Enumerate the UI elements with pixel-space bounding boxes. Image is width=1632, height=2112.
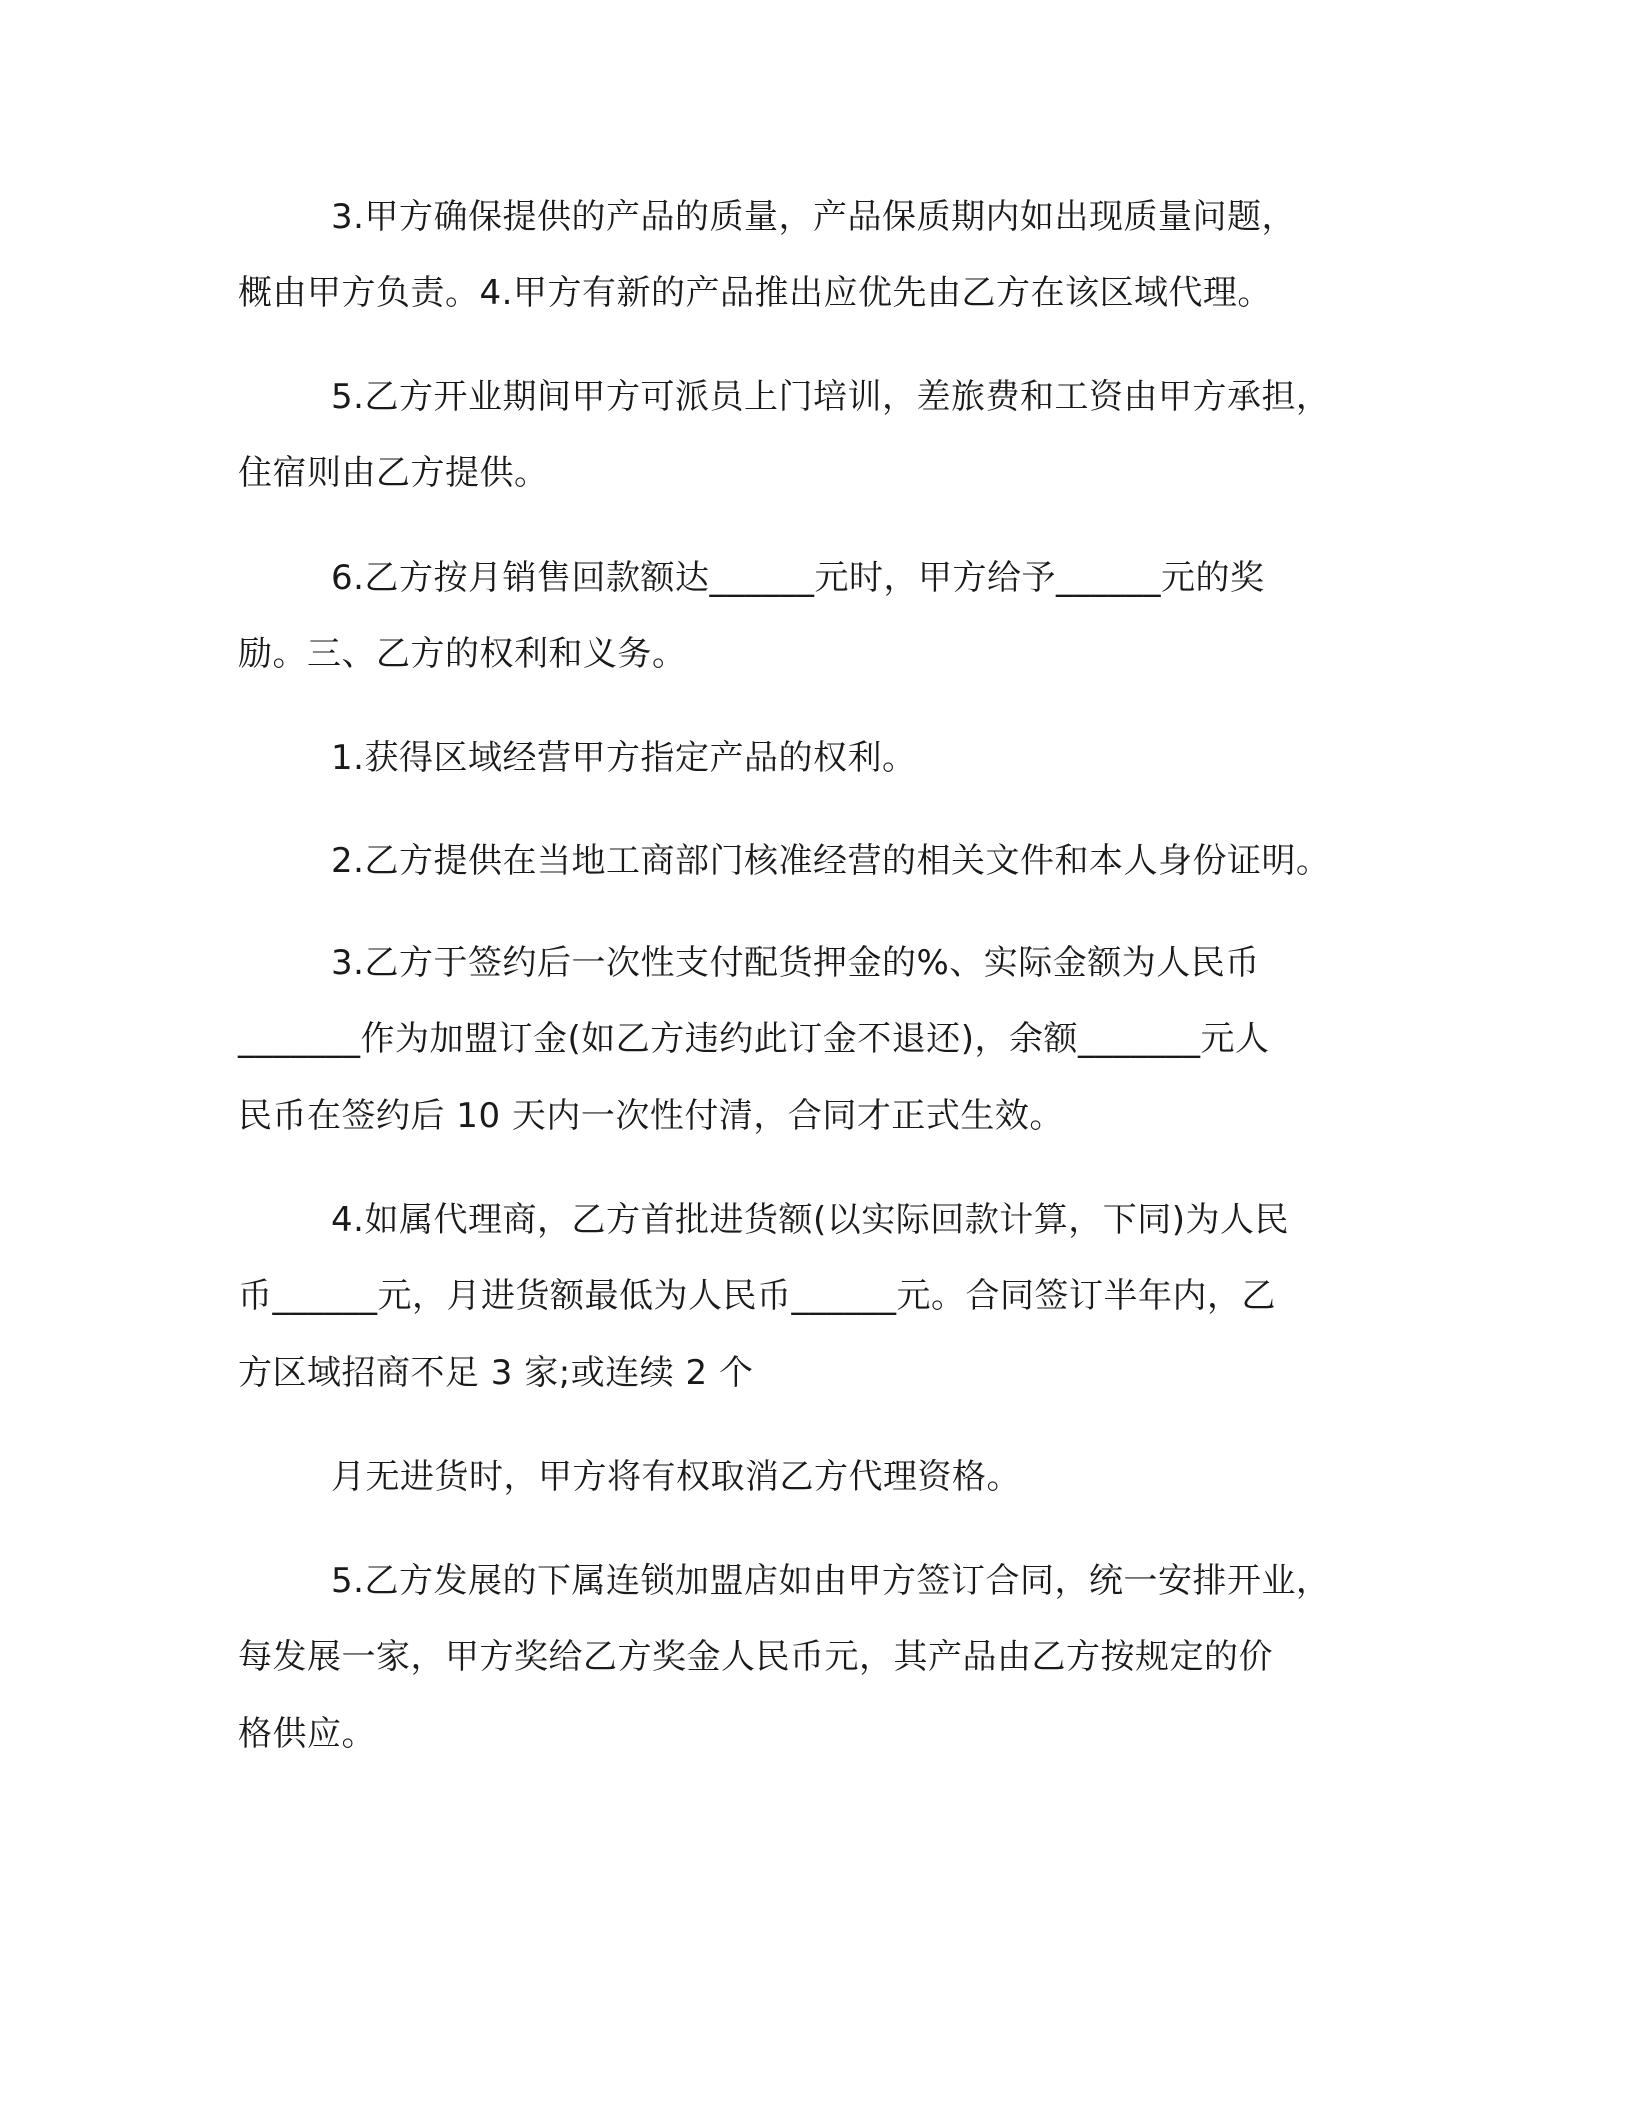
paragraph-line: 1.获得区域经营甲方指定产品的权利。 xyxy=(331,738,917,778)
paragraph-line: 方区域招商不足 3 家;或连续 2 个 xyxy=(238,1353,754,1393)
paragraph-line: 民币在签约后 10 天内一次性付清，合同才正式生效。 xyxy=(238,1096,1064,1136)
paragraph-line: 月无进货时，甲方将有权取消乙方代理资格。 xyxy=(331,1457,1021,1497)
paragraph-line: 住宿则由乙方提供。 xyxy=(238,453,549,493)
paragraph-line: 3.乙方于签约后一次性支付配货押金的%、实际金额为人民币 xyxy=(331,943,1260,983)
paragraph-line: _______作为加盟订金(如乙方违约此订金不退还)，余额_______元人 xyxy=(238,1019,1270,1059)
paragraph-line: 币______元，月进货额最低为人民币______元。合同签订半年内，乙 xyxy=(238,1276,1276,1316)
paragraph-line: 5.乙方发展的下属连锁加盟店如由甲方签订合同，统一安排开业， xyxy=(331,1561,1331,1601)
paragraph-line: 格供应。 xyxy=(238,1714,376,1754)
paragraph-line: 4.如属代理商，乙方首批进货额(以实际回款计算，下同)为人民 xyxy=(331,1200,1289,1240)
paragraph-line: 5.乙方开业期间甲方可派员上门培训，差旅费和工资由甲方承担， xyxy=(331,377,1331,417)
paragraph-line: 6.乙方按月销售回款额达______元时，甲方给予______元的奖 xyxy=(331,558,1265,598)
paragraph-line: 3.甲方确保提供的产品的质量，产品保质期内如出现质量问题， xyxy=(331,197,1296,237)
paragraph-line: 每发展一家，甲方奖给乙方奖金人民币元，其产品由乙方按规定的价 xyxy=(238,1637,1273,1677)
paragraph-line: 概由甲方负责。4.甲方有新的产品推出应优先由乙方在该区域代理。 xyxy=(238,273,1272,313)
paragraph-line: 励。三、乙方的权利和义务。 xyxy=(238,634,687,674)
paragraph-line: 2.乙方提供在当地工商部门核准经营的相关文件和本人身份证明。 xyxy=(331,841,1331,881)
